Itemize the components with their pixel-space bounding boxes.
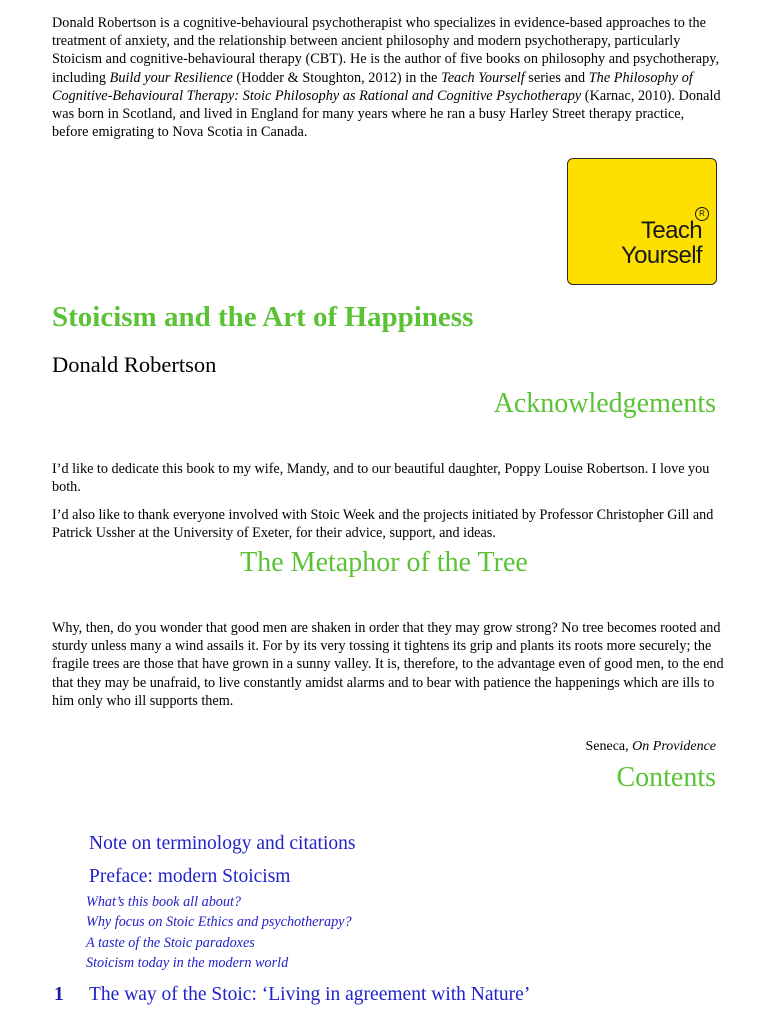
bio-series: Teach Yourself bbox=[441, 69, 525, 86]
citation-author: Seneca, bbox=[585, 739, 633, 754]
author-bio bbox=[52, 14, 722, 141]
bio-book-1: Build your Resilience bbox=[109, 69, 233, 86]
toc-subitem-book-about[interactable]: What’s this book all about? bbox=[86, 894, 242, 910]
book-title: Stoicism and the Art of Happiness bbox=[52, 301, 474, 333]
acknowledgements-paragraph-1: I’d like to dedicate this book to my wife, Mandy, and to our beautiful daughter, Poppy Louise Robertson. I love you both. bbox=[52, 461, 710, 496]
registered-mark-icon: R bbox=[695, 207, 709, 221]
bio-text-2: (Hodder & Stoughton, 2012) in the bbox=[232, 69, 442, 86]
bio-text-3: series and bbox=[524, 69, 589, 86]
bio-text-1: Donald Robertson is a cognitive-behavioural psychotherapist who specializes in evidence-based approaches to the treatment of anxiety, and the relationship between ancient philosophy and modern psychotherapy, particularly Stoicism and cognitive-behavioural therapy (CBT). He is the author of five books on philosophy and psychotherapy, including bbox=[52, 15, 720, 86]
seneca-quote: Why, then, do you wonder that good men are shaken in order that they may grow strong? No tree becomes rooted and sturdy unless many a wind assails it. For by its very tossing it tightens its grip and plants its roots more securely; the fragile trees are those that have grown in a sunny valley. It is, therefore, to the advantage even of good men, to the end that they may be unafraid, to live constantly amidst alarms and to bear with patience the happenings which are ills to him only who ill supports them. bbox=[52, 620, 724, 709]
citation-work: On Providence bbox=[632, 739, 716, 754]
acknowledgements-heading: Acknowledgements bbox=[493, 388, 716, 419]
logo-line-2: Yourself bbox=[620, 242, 702, 269]
bio-book-2: The Philosophy of Cognitive-Behavioural Therapy: Stoic Philosophy as Rational and Cognitive Psychotherapy bbox=[52, 69, 693, 104]
quote-citation bbox=[586, 739, 717, 755]
book-author: Donald Robertson bbox=[52, 352, 217, 377]
toc-subitem-stoic-paradoxes[interactable]: A taste of the Stoic paradoxes bbox=[86, 935, 255, 951]
contents-heading: Contents bbox=[616, 762, 716, 793]
acknowledgements-paragraph-2: I’d also like to thank everyone involved with Stoic Week and the projects initiated by Professor Christopher Gill and Patrick Ussher at the University of Exeter, for their advice, support, and ideas. bbox=[52, 507, 714, 542]
bio-text-4: (Karnac, 2010). Donald was born in Scotland, and lived in England for many years where he ran a busy Harley Street therapy practice, before emigrating to Nova Scotia in Canada. bbox=[52, 87, 721, 141]
toc-item-preface[interactable]: Preface: modern Stoicism bbox=[89, 866, 291, 887]
teach-yourself-logo bbox=[567, 158, 717, 285]
toc-subitem-stoicism-today[interactable]: Stoicism today in the modern world bbox=[86, 955, 289, 971]
logo-text bbox=[621, 218, 702, 268]
toc-chapter-1[interactable]: The way of the Stoic: ‘Living in agreement with Nature’ bbox=[89, 984, 531, 1005]
toc-item-terminology[interactable]: Note on terminology and citations bbox=[89, 833, 356, 854]
metaphor-heading: The Metaphor of the Tree bbox=[240, 547, 528, 578]
toc-subitem-stoic-ethics[interactable]: Why focus on Stoic Ethics and psychotherapy? bbox=[86, 914, 352, 930]
logo-line-1: Teach bbox=[640, 217, 702, 244]
chapter-1-number: 1 bbox=[54, 984, 64, 1005]
